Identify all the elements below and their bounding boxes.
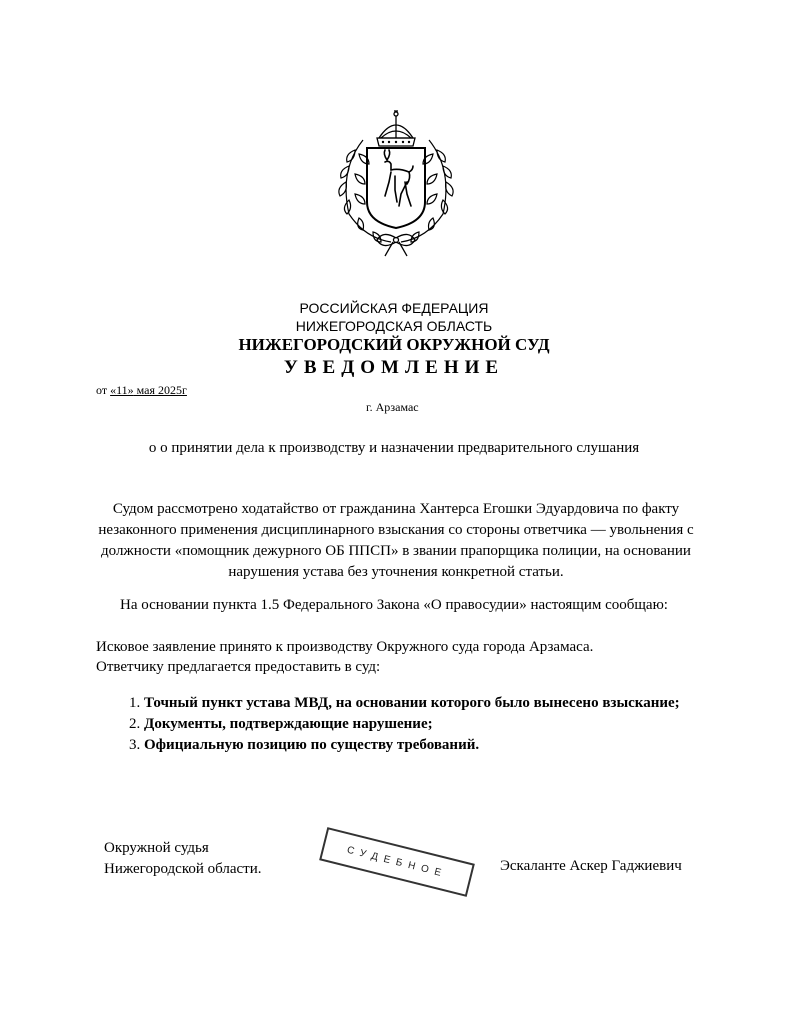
document-city: г. Арзамас — [366, 400, 419, 414]
date-prefix: от — [96, 383, 111, 397]
country-heading: РОССИЙСКАЯ ФЕДЕРАЦИЯ — [299, 300, 489, 316]
list-item: 1. Точный пункт устава МВД, на основании которого было вынесено взыскание; — [144, 693, 704, 714]
document-date — [96, 383, 187, 398]
judge-name: Эскаланте Аскер Гаджиевич — [500, 858, 682, 874]
list-item: 3. Официальную позицию по существу требований. — [144, 735, 704, 756]
date-day: «11» — [110, 383, 134, 397]
judge-title-line: Окружной судья — [104, 840, 209, 856]
judge-title-line: Нижегородской области. — [104, 861, 262, 877]
list-item: 2. Документы, подтверждающие нарушение; — [144, 714, 704, 735]
petition-paragraph: Судом рассмотрено ходатайство от гражданина Хантерса Егошки Эдуардовича по факту незаконного применения дисциплинарного взыскания со стороны ответчика — увольнения с должности «помощник дежурного ОБ ППСП» в звании прапорщика полиции, на основании нарушения устава без уточнения конкретной статьи. — [98, 501, 694, 580]
court-stamp: СУДЕБНОЕ — [319, 827, 475, 897]
acceptance-line: Исковое заявление принято к производству Окружного суда города Арзамаса. — [96, 639, 594, 655]
coat-of-arms-icon — [325, 110, 467, 260]
legal-basis-paragraph: На основании пункта 1.5 Федерального Закона «О правосудии» настоящим сообщаю: — [120, 597, 668, 613]
requirements-list — [96, 693, 704, 756]
request-line: Ответчику предлагается предоставить в суд: — [96, 659, 381, 675]
judge-title — [104, 838, 262, 880]
document-type-heading: УВЕДОМЛЕНИЕ — [283, 357, 505, 378]
acceptance-paragraph — [96, 637, 716, 677]
document-subject: о о принятии дела к производству и назначении предварительного слушания — [148, 440, 640, 456]
region-heading: НИЖЕГОРОДСКАЯ ОБЛАСТЬ — [295, 318, 493, 334]
date-month-year: мая 2025г — [133, 383, 187, 397]
court-heading: НИЖЕГОРОДСКИЙ ОКРУЖНОЙ СУД — [238, 335, 550, 354]
